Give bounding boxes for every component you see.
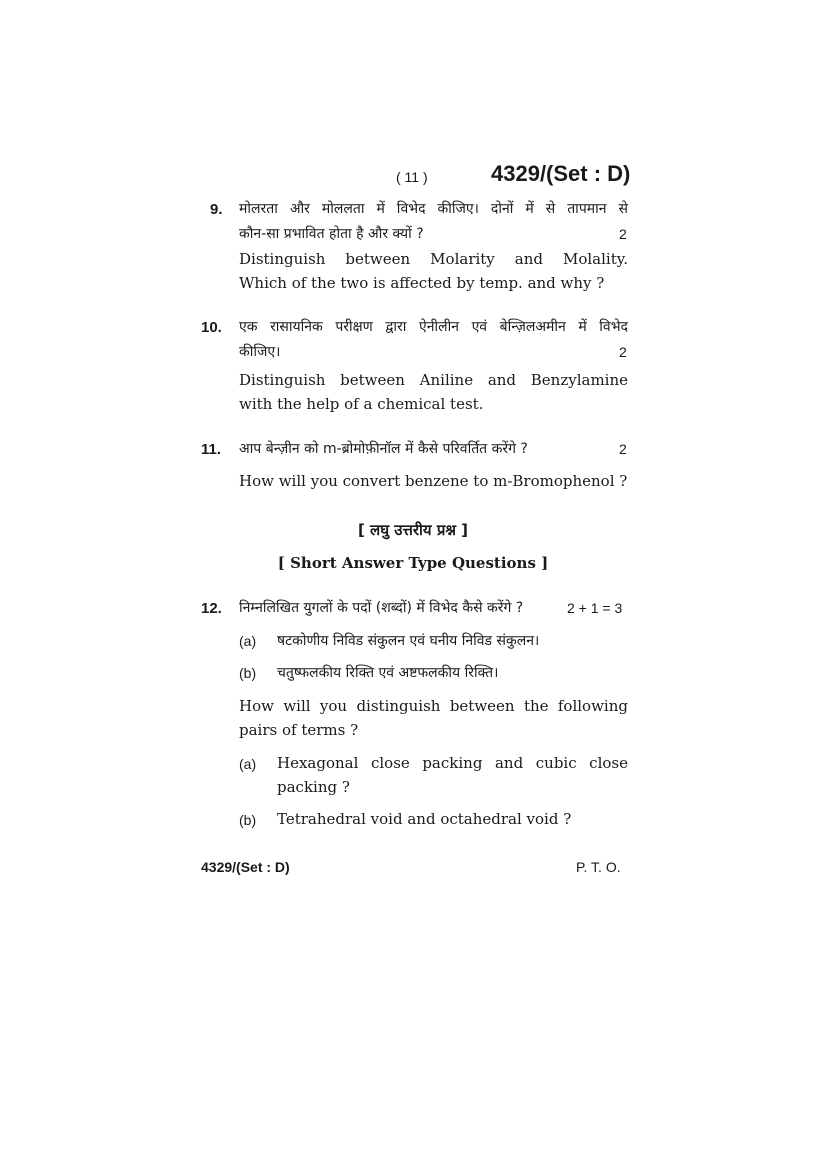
part-text-english: Tetrahedral void and octahedral void ? [277,810,572,828]
question-english-line: with the help of a chemical test. [239,395,484,413]
part-text-english: Hexagonal close packing and cubic close [277,754,628,772]
section-heading-hindi: [ लघु उत्तरीय प्रश्न ] [357,521,469,539]
question-hindi-line: आप बेन्ज़ीन को m-ब्रोमोफ़ीनॉल में कैसे परिवर्तित करेंगे ? [239,441,528,457]
marks: 2 [619,226,627,242]
part-text-hindi: चतुष्फलकीय रिक्ति एवं अष्टफलकीय रिक्ति। [277,665,499,681]
part-label: (b) [239,665,257,681]
part-text-english: packing ? [277,778,350,796]
footer-paper-code: 4329/(Set : D) [201,859,290,875]
question-english-line: Distinguish between Aniline and Benzylamine [239,371,628,389]
question-number: 11. [201,441,222,458]
footer-pto: P. T. O. [576,859,621,875]
part-text-hindi: षटकोणीय निविड संकुलन एवं घनीय निविड संकुलन। [277,633,540,649]
question-number: 9. [210,201,223,218]
question-english-line: pairs of terms ? [239,721,359,739]
question-number: 10. [201,319,222,336]
question-hindi-line: मोलरता और मोललता में विभेद कीजिए। दोनों में से तापमान से [239,201,628,217]
part-label: (a) [239,633,257,649]
section-heading-english: [ Short Answer Type Questions ] [277,554,549,572]
marks: 2 [619,344,627,360]
question-hindi-line: निम्नलिखित युगलों के पदों (शब्दों) में विभेद कैसे करेंगे ? [239,600,524,616]
question-hindi-line: कीजिए। [239,344,281,360]
marks: 2 + 1 = 3 [567,600,623,616]
part-label: (b) [239,812,257,828]
question-hindi-line: एक रासायनिक परीक्षण द्वारा ऐनीलीन एवं बेन्ज़िलअमीन में विभेद [239,319,628,335]
question-english-line: Distinguish between Molarity and Molality. [239,250,628,268]
question-english-line: How will you convert benzene to m-Bromophenol ? [239,472,628,490]
marks: 2 [619,441,627,457]
question-number: 12. [201,600,222,617]
question-english-line: Which of the two is affected by temp. and why ? [239,274,605,292]
page-number: ( 11 ) [396,169,428,185]
part-label: (a) [239,756,257,772]
question-english-line: How will you distinguish between the following [239,697,628,715]
paper-code-header: 4329/(Set : D) [491,161,631,186]
question-hindi-line: कौन-सा प्रभावित होता है और क्यों ? [239,226,424,242]
